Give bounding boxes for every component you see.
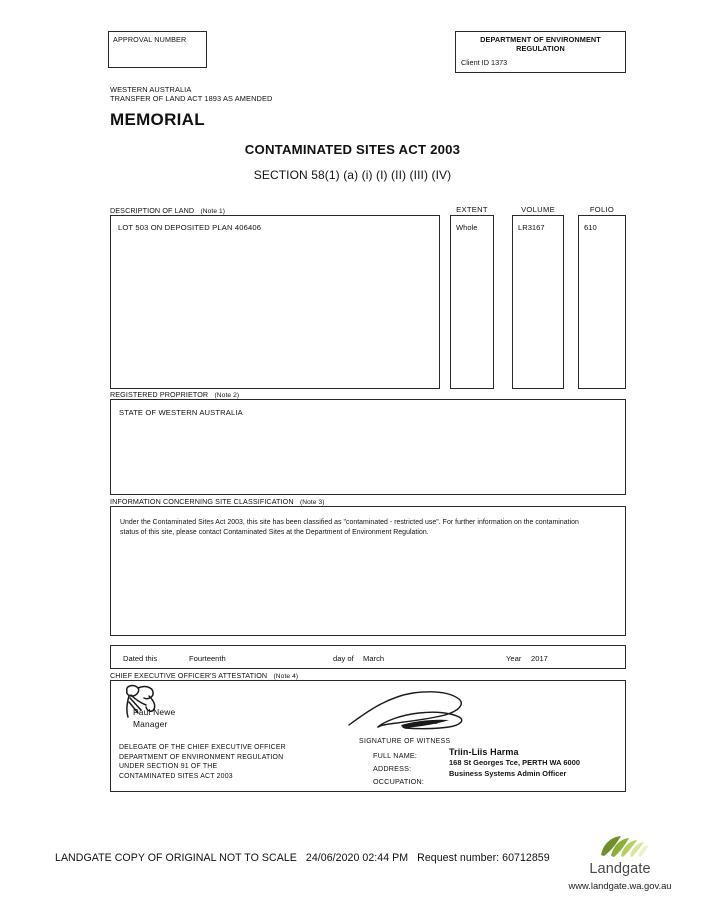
site-classification-box xyxy=(110,506,626,636)
registered-proprietor-label-text: REGISTERED PROPRIETOR xyxy=(110,390,209,399)
approval-number-label: APPROVAL NUMBER xyxy=(113,35,187,44)
dated-day-of: day of xyxy=(333,654,354,663)
site-classification-text: Under the Contaminated Sites Act 2003, this site has been classified as "contaminated - restricted use". For further information on the contamination status of this site, please contact Contaminated Sites at the Department of Environment Regulation. xyxy=(120,519,579,536)
client-id: Client ID 1373 xyxy=(461,58,508,67)
attestation-label xyxy=(110,671,298,680)
attestation-label-text: CHIEF EXECUTIVE OFFICER'S ATTESTATION xyxy=(110,671,268,680)
landgate-logo xyxy=(575,833,665,877)
dated-month: March xyxy=(363,654,385,663)
extent-value: Whole xyxy=(456,223,478,232)
jurisdiction-line-1: WESTERN AUSTRALIA xyxy=(110,85,192,94)
delegate-line-2: DEPARTMENT OF ENVIRONMENT REGULATION xyxy=(119,753,284,761)
witness-occupation-label: OCCUPATION: xyxy=(373,777,425,786)
delegate-statement xyxy=(119,743,286,781)
site-classification-label xyxy=(110,497,325,506)
folio-value: 610 xyxy=(584,223,597,232)
witness-field-values xyxy=(449,747,580,779)
folio-box xyxy=(578,215,626,389)
attestation-box xyxy=(110,680,626,792)
volume-column-header: VOLUME xyxy=(521,205,555,214)
site-classification-label-text: INFORMATION CONCERNING SITE CLASSIFICATION xyxy=(110,497,294,506)
registered-proprietor-value: STATE OF WESTERN AUSTRALIA xyxy=(119,408,243,417)
registered-proprietor-label xyxy=(110,390,239,399)
dated-year-value: 2017 xyxy=(531,654,548,663)
description-of-land-label-text: DESCRIPTION OF LAND xyxy=(110,206,195,215)
witness-name-value: Triin-Liis Harma xyxy=(449,747,519,757)
registered-proprietor-note: (Note 2) xyxy=(214,392,240,399)
extent-box xyxy=(450,215,494,389)
site-classification-note: (Note 3) xyxy=(299,499,325,506)
witness-occupation-value: Business Systems Admin Officer xyxy=(449,769,567,778)
witness-address-label: ADDRESS: xyxy=(373,764,412,773)
footer-copy-line xyxy=(55,852,550,864)
description-of-land-label xyxy=(110,206,225,215)
dated-day: Fourteenth xyxy=(189,654,226,663)
dated-row-box xyxy=(110,645,626,669)
landgate-logo-icon xyxy=(575,833,665,861)
witness-signature-caption: SIGNATURE OF WITNESS xyxy=(359,738,451,745)
description-of-land-box xyxy=(110,215,440,389)
footer-copy-notice: LANDGATE COPY OF ORIGINAL NOT TO SCALE xyxy=(55,852,297,864)
department-title: DEPARTMENT OF ENVIRONMENT REGULATION xyxy=(480,35,601,54)
footer-timestamp: 24/06/2020 02:44 PM xyxy=(305,852,409,864)
landgate-logo-wordmark: Landgate xyxy=(589,861,651,877)
attestation-note: (Note 4) xyxy=(273,673,299,680)
footer-request-number: Request number: 60712859 xyxy=(417,852,550,864)
document-type-heading: MEMORIAL xyxy=(110,110,205,129)
dated-prefix: Dated this xyxy=(123,654,158,663)
jurisdiction-line-2: TRANSFER OF LAND ACT 1893 AS AMENDED xyxy=(110,94,273,104)
extent-column-header: EXTENT xyxy=(456,205,488,214)
witness-address-value: 168 St Georges Tce, PERTH WA 6000 xyxy=(449,758,581,767)
signatory-role: Manager xyxy=(133,719,168,729)
signatory-name: Paul Newe xyxy=(133,707,176,717)
volume-value: LR3167 xyxy=(518,223,545,232)
department-box xyxy=(455,31,626,73)
description-of-land-note: (Note 1) xyxy=(200,208,226,215)
delegate-line-3: UNDER SECTION 91 OF THE xyxy=(119,763,218,771)
witness-field-labels xyxy=(373,749,424,788)
volume-box xyxy=(512,215,564,389)
jurisdiction-block xyxy=(110,85,272,104)
witness-name-label: FULL NAME: xyxy=(373,751,418,760)
description-of-land-value: LOT 503 ON DEPOSITED PLAN 406406 xyxy=(118,223,262,232)
dated-year-label: Year xyxy=(506,654,522,663)
section-reference: SECTION 58(1) (a) (i) (I) (II) (III) (IV) xyxy=(253,168,452,182)
registered-proprietor-box xyxy=(110,399,626,495)
act-title: CONTAMINATED SITES ACT 2003 xyxy=(244,142,461,157)
delegate-line-1: DELEGATE OF THE CHIEF EXECUTIVE OFFICER xyxy=(119,744,286,751)
landgate-url: www.landgate.wa.gov.au xyxy=(568,880,672,891)
folio-column-header: FOLIO xyxy=(589,205,615,214)
approval-number-box xyxy=(108,31,207,68)
delegate-line-4: CONTAMINATED SITES ACT 2003 xyxy=(119,772,233,780)
witness-signature-mark xyxy=(341,687,491,739)
